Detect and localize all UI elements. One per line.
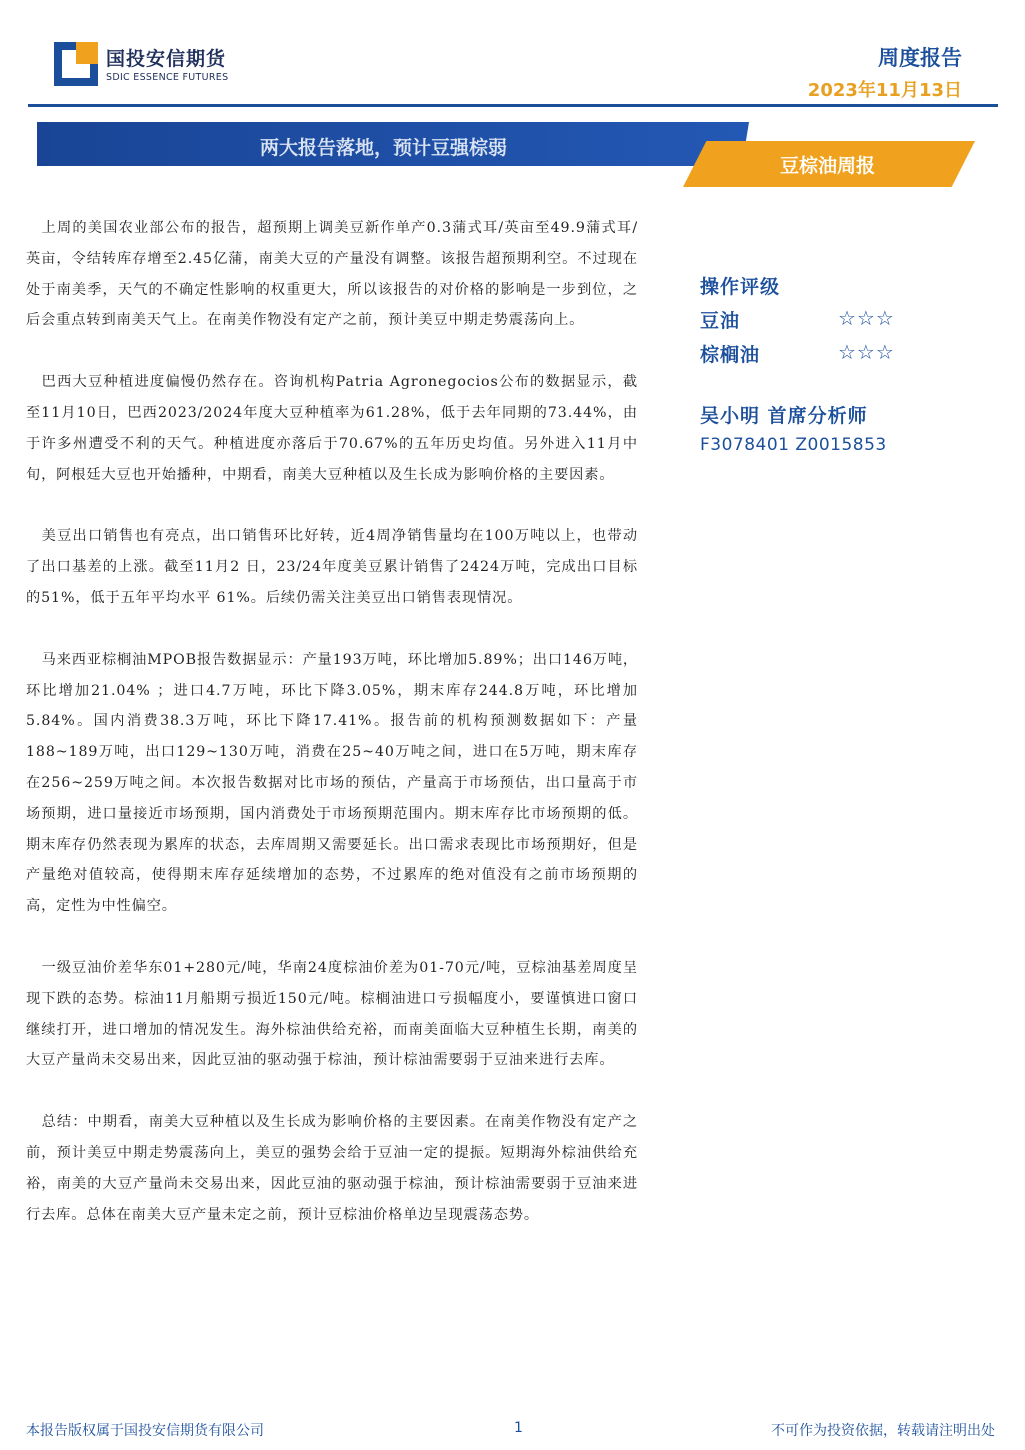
rating-row-soybean-oil [700, 306, 1000, 340]
paragraph: 巴西大豆种植进度偏慢仍然存在。咨询机构Patria Agronegocios公布的数据显示，截至11月10日，巴西2023/2024年度大豆种植率为61.28%，低于去年同期的73.44%，由于许多州遭受不利的天气。种植进度亦落后于70.67%的五年历史均值。另外进入11月中旬，阿根廷大豆也开始播种，中期看，南美大豆种植以及生长成为影响价格的主要因素。 [26, 374, 638, 483]
company-name-en: SDIC ESSENCE FUTURES [106, 72, 229, 83]
sidebar [700, 272, 1000, 455]
rating-stars: ☆☆☆ [838, 340, 895, 364]
paragraph: 美豆出口销售也有亮点，出口销售环比好转，近4周净销售量均在100万吨以上，也带动了出口基差的上涨。截至11月2 日，23/24年度美豆累计销售了2424万吨，完成出口目标的51%，低于五年平均水平 61%。后续仍需关注美豆出口销售表现情况。 [26, 528, 638, 606]
header-divider [28, 104, 998, 107]
footer-disclaimer: 不可作为投资依据，转载请注明出处 [771, 1423, 995, 1439]
report-date: 2023年11月13日 [807, 80, 962, 101]
company-logo [54, 40, 254, 90]
paragraph: 一级豆油价差华东01+280元/吨，华南24度棕油价差为01-70元/吨，豆棕油基差周度呈现下跌的态势。棕油11月船期亏损近150元/吨。棕榈油进口亏损幅度小，要谨慎进口窗口继续打开，进口增加的情况发生。海外棕油供给充裕，而南美面临大豆种植生长期，南美的大豆产量尚未交易出来，因此豆油的驱动强于棕油，预计棕油需要弱于豆油来进行去库。 [26, 959, 638, 1069]
page-number: 1 [514, 1420, 523, 1436]
report-subtitle: 豆棕油周报 [780, 155, 876, 177]
rating-product: 豆油 [700, 310, 741, 332]
logo-mark-icon [54, 42, 98, 86]
report-type: 周度报告 [878, 46, 962, 70]
rating-row-palm-oil [700, 340, 1000, 374]
report-title: 两大报告落地，预计豆强棕弱 [260, 137, 508, 159]
analyst-name: 吴小明 首席分析师 [700, 405, 868, 427]
paragraph: 上周的美国农业部公布的报告，超预期上调美豆新作单产0.3蒲式耳/英亩至49.9蒲式耳/英亩，令结转库存增至2.45亿蒲，南美大豆的产量没有调整。该报告超预期利空。不过现在处于南美季，天气的不确定性影响的权重更大，所以该报告的对价格的影响是一步到位，之后会重点转到南美天气上。在南美作物没有定产之前，预计美豆中期走势震荡向上。 [26, 220, 638, 329]
company-name-cn: 国投安信期货 [106, 48, 227, 70]
rating-heading: 操作评级 [700, 276, 781, 298]
rating-product: 棕榈油 [700, 344, 761, 366]
paragraph: 总结：中期看，南美大豆种植以及生长成为影响价格的主要因素。在南美作物没有定产之前，预计美豆中期走势震荡向上，美豆的强势会给于豆油一定的提振。短期海外棕油供给充裕，南美的大豆产量尚未交易出来，因此豆油的驱动强于棕油，预计棕油需要弱于豆油来进行去库。总体在南美大豆产量未定之前，预计豆棕油价格单边呈现震荡态势。 [26, 1114, 638, 1223]
analyst-license: F3078401 Z0015853 [700, 435, 887, 455]
report-body [26, 213, 638, 1261]
paragraph: 马来西亚棕榈油MPOB报告数据显示：产量193万吨，环比增加5.89%；出口146万吨，环比增加21.04% ；进口4.7万吨，环比下降3.05%，期末库存244.8万吨，环比增加5.84%。国内消费38.3万吨，环比下降17.41%。报告前的机构预测数据如下：产量188~189万吨，出口129~130万吨，消费在25~40万吨之间，进口在5万吨，期末库存在256~259万吨之间。本次报告数据对比市场的预估，产量高于市场预估，出口量高于市场预期，进口量接近市场预期，国内消费处于市场预期范围内。期末库存比市场预期的低。期末库存仍然表现为累库的状态，去库周期又需要延长。出口需求表现比市场预期好，但是产量绝对值较高，使得期末库存延续增加的态势，不过累库的绝对值没有之前市场预期的高，定性为中性偏空。 [26, 651, 639, 915]
footer-copyright: 本报告版权属于国投安信期货有限公司 [26, 1423, 264, 1439]
rating-stars: ☆☆☆ [838, 306, 895, 330]
